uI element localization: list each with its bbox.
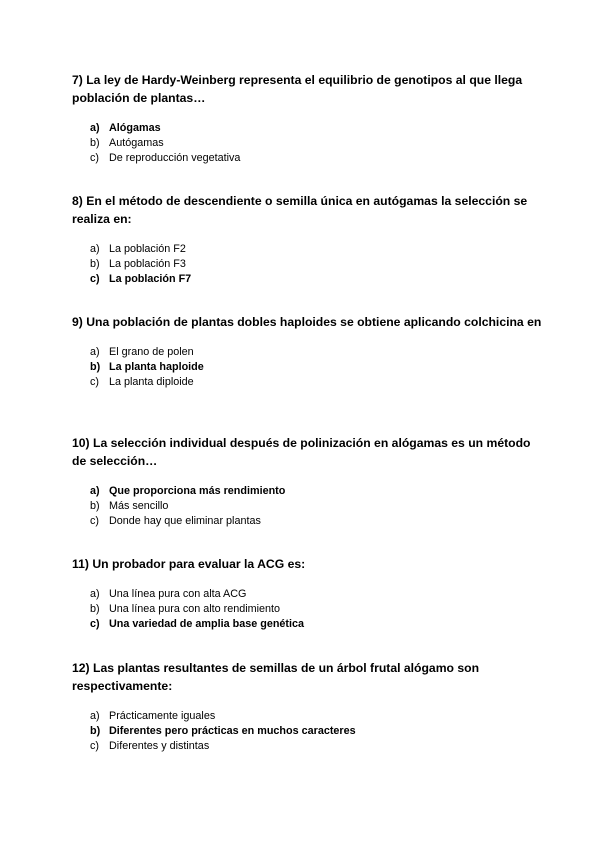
option-b [72, 602, 542, 617]
option-letter: b) [90, 725, 101, 737]
option-b [72, 499, 542, 514]
option-letter: a) [90, 710, 100, 722]
option-text: Más sencillo [109, 500, 169, 512]
option-text: Diferentes pero prácticas en muchos caracteres [109, 725, 356, 737]
answer-options [72, 587, 542, 632]
option-letter: a) [90, 243, 100, 255]
option-letter: b) [90, 258, 100, 270]
option-letter: c) [90, 273, 100, 285]
option-b [72, 360, 542, 375]
question-text: 11) Un probador para evaluar la ACG es: [72, 557, 306, 571]
option-letter: b) [90, 500, 100, 512]
question-12 [72, 659, 542, 754]
option-text: Una línea pura con alta ACG [109, 588, 247, 600]
option-a [72, 587, 542, 602]
option-text: Una línea pura con alto rendimiento [109, 603, 281, 615]
question-8 [72, 192, 542, 287]
question-7 [72, 71, 542, 166]
option-c [72, 617, 542, 632]
option-letter: b) [90, 137, 100, 149]
option-letter: a) [90, 346, 100, 358]
option-text: La población F3 [109, 258, 186, 270]
option-letter: c) [90, 376, 99, 388]
option-a [72, 709, 542, 724]
option-b [72, 257, 542, 272]
question-text: 12) Las plantas resultantes de semillas de un árbol frutal alógamo son respectivamente: [72, 661, 480, 693]
option-text: Prácticamente iguales [109, 710, 216, 722]
option-letter: b) [90, 603, 100, 615]
option-c [72, 514, 542, 529]
option-text: La planta diploide [109, 376, 194, 388]
option-text: Donde hay que eliminar plantas [109, 515, 261, 527]
option-letter: c) [90, 152, 99, 164]
answer-options [72, 345, 542, 390]
option-letter: b) [90, 361, 101, 373]
option-text: Una variedad de amplia base genética [109, 618, 305, 630]
question-text: 10) La selección individual después de polinización en alógamas es un método de selección… [72, 436, 531, 468]
option-letter: c) [90, 515, 99, 527]
question-9 [72, 313, 542, 390]
option-text: Autógamas [109, 137, 164, 149]
option-letter: a) [90, 485, 100, 497]
option-c [72, 375, 542, 390]
option-a [72, 121, 542, 136]
option-letter: c) [90, 618, 100, 630]
option-text: La planta haploide [109, 361, 204, 373]
option-c [72, 151, 542, 166]
option-text: La población F2 [109, 243, 186, 255]
question-text: 8) En el método de descendiente o semilla única en autógamas la selección se realiza en: [72, 194, 528, 226]
option-c [72, 739, 542, 754]
question-text: 7) La ley de Hardy-Weinberg representa el equilibrio de genotipos al que llega población de plantas… [72, 73, 523, 105]
question-11 [72, 555, 542, 632]
answer-options [72, 484, 542, 529]
question-text: 9) Una población de plantas dobles haploides se obtiene aplicando colchicina en [72, 315, 542, 329]
option-text: La población F7 [109, 273, 192, 285]
option-a [72, 242, 542, 257]
answer-options [72, 709, 542, 754]
option-letter: c) [90, 740, 99, 752]
option-b [72, 136, 542, 151]
option-letter: a) [90, 122, 100, 134]
option-a [72, 484, 542, 499]
option-text: De reproducción vegetativa [109, 152, 241, 164]
option-b [72, 724, 542, 739]
option-a [72, 345, 542, 360]
option-text: Diferentes y distintas [109, 740, 210, 752]
option-c [72, 272, 542, 287]
answer-options [72, 242, 542, 287]
question-10 [72, 434, 542, 529]
option-text: El grano de polen [109, 346, 194, 358]
answer-options [72, 121, 542, 166]
option-text: Alógamas [109, 122, 161, 134]
option-text: Que proporciona más rendimiento [109, 485, 286, 497]
option-letter: a) [90, 588, 100, 600]
